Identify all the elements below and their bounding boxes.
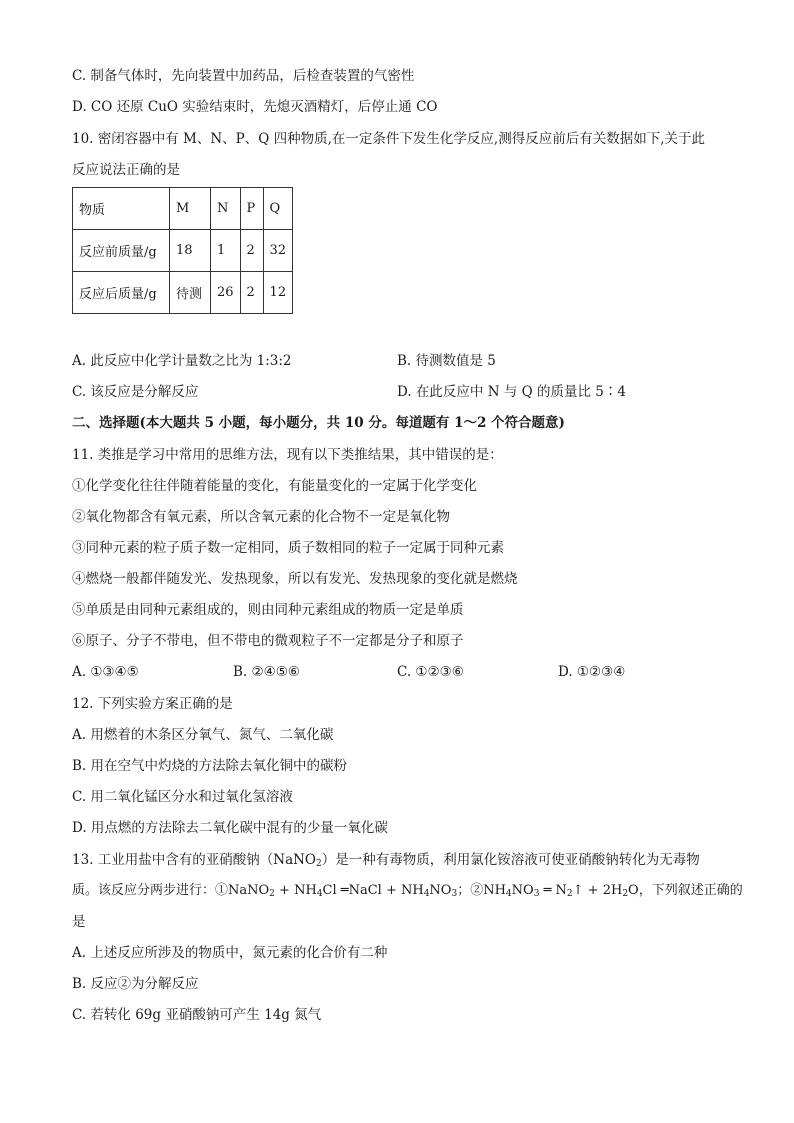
- table-cell: 18: [170, 230, 211, 272]
- table-cell: 反应后质量/g: [73, 272, 170, 314]
- table-cell: 物质: [73, 188, 170, 230]
- q9-option-c: C. 制备气体时，先向装置中加药品，后检查装置的气密性: [72, 68, 415, 84]
- q10-stem-line2: 反应说法正确的是: [72, 162, 180, 178]
- q11-option-c: C. ①②③⑥: [397, 664, 464, 680]
- table-row: [73, 230, 293, 272]
- table-cell: 26: [211, 272, 241, 314]
- section-heading: 二、选择题(本大题共 5 小题，每小题分，共 10 分。每道题有 1～2 个符合题意): [72, 415, 565, 431]
- table-cell: 1: [211, 230, 241, 272]
- q13-text: + NH: [274, 883, 317, 898]
- q10-data-table: [72, 187, 293, 314]
- q13-stem-line1: [72, 851, 700, 873]
- q10-option-d: D. 在此反应中 N 与 Q 的质量比 5∶4: [397, 384, 626, 400]
- q13-subscript: 2: [269, 889, 275, 899]
- q13-subscript: 2: [566, 889, 573, 899]
- table-cell: 待测: [170, 272, 211, 314]
- q13-text: 质。该反应分两步进行：①NaNO: [72, 883, 270, 898]
- q12-option-c: C. 用二氧化锰区分水和过氧化氢溶液: [72, 789, 293, 805]
- table-cell: P: [240, 188, 263, 230]
- q11-item: ③同种元素的粒子质子数一定相同，质子数相同的粒子一定属于同种元素: [72, 540, 504, 556]
- q13-text: NO: [511, 883, 534, 898]
- q11-item: ②氧化物都含有氧元素，所以含氧元素的化合物不一定是氧化物: [72, 509, 450, 525]
- table-cell: 2: [240, 230, 263, 272]
- q13-text: 13. 工业用盐中含有的亚硝酸钠（NaNO: [72, 852, 317, 868]
- table-row: [73, 272, 293, 314]
- table-cell: M: [170, 188, 211, 230]
- q10-stem-line1: 10. 密闭容器中有 M、N、P、Q 四种物质,在一定条件下发生化学反应,测得反应前后有关数据如下,关于此: [72, 131, 706, 147]
- q13-text: ；②NH: [457, 883, 506, 898]
- q12-option-d: D. 用点燃的方法除去二氧化碳中混有的少量一氧化碳: [72, 820, 388, 836]
- q11-option-b: B. ②④⑤⑥: [233, 664, 300, 680]
- q13-option-b: B. 反应②为分解反应: [72, 976, 199, 992]
- q13-text: ）是一种有毒物质，利用氯化铵溶液可使亚硝酸钠转化为无毒物: [321, 852, 700, 868]
- table-cell: 2: [240, 272, 263, 314]
- q11-option-a: A. ①③④⑤: [72, 664, 139, 680]
- q13-option-c: C. 若转化 69g 亚硝酸钠可产生 14g 氮气: [72, 1007, 322, 1023]
- q13-text: ↑ + 2H: [572, 883, 623, 898]
- q13-subscript: 2: [622, 889, 629, 899]
- table-cell: 12: [263, 272, 293, 314]
- q11-stem: 11. 类推是学习中常用的思维方法，现有以下类推结果，其中错误的是：: [72, 447, 503, 463]
- q11-item: ⑤单质是由同种元素组成的，则由同种元素组成的物质一定是单质: [72, 602, 464, 618]
- q11-item: ④燃烧一般都伴随发光、发热现象，所以有发光、发热现象的变化就是燃烧: [72, 571, 518, 587]
- table-cell: Q: [263, 188, 293, 230]
- q10-option-a: A. 此反应中化学计量数之比为 1:3:2: [72, 353, 292, 369]
- table-cell: 32: [263, 230, 293, 272]
- q13-text: O，下列叙述正确的: [628, 883, 743, 898]
- q11-item: ⑥原子、分子不带电，但不带电的微观粒子不一定都是分子和原子: [72, 633, 464, 649]
- q12-option-a: A. 用燃着的木条区分氧气、氮气、二氧化碳: [72, 727, 334, 743]
- q11-item: ①化学变化往往伴随着能量的变化，有能量变化的一定属于化学变化: [72, 478, 477, 494]
- q13-subscript: 3: [533, 889, 540, 899]
- q13-subscript: 4: [505, 889, 512, 899]
- q13-text: Cl ═NaCl + NH: [322, 883, 424, 898]
- q12-option-b: B. 用在空气中灼烧的方法除去氧化铜中的碳粉: [72, 758, 348, 774]
- q13-text: NO: [429, 883, 452, 898]
- table-cell: 反应前质量/g: [73, 230, 170, 272]
- q13-subscript: 4: [316, 889, 323, 899]
- table-cell: N: [211, 188, 241, 230]
- q9-option-d: D. CO 还原 CuO 实验结束时，先熄灭酒精灯，后停止通 CO: [72, 99, 438, 115]
- q10-option-b: B. 待测数值是 5: [397, 353, 496, 369]
- q11-option-d: D. ①②③④: [558, 664, 626, 680]
- q13-option-a: A. 上述反应所涉及的物质中，氮元素的化合价有二种: [72, 945, 388, 961]
- q13-equation-line: [72, 882, 743, 903]
- q13-stem-line3: 是: [72, 914, 86, 930]
- q13-text: ═ N: [539, 883, 567, 898]
- q13-subscript: 2: [316, 859, 322, 869]
- q13-subscript: 3: [451, 889, 458, 899]
- q10-option-c: C. 该反应是分解反应: [72, 384, 199, 400]
- table-header-row: [73, 188, 293, 230]
- q13-subscript: 4: [423, 889, 430, 899]
- q12-stem: 12. 下列实验方案正确的是: [72, 696, 233, 712]
